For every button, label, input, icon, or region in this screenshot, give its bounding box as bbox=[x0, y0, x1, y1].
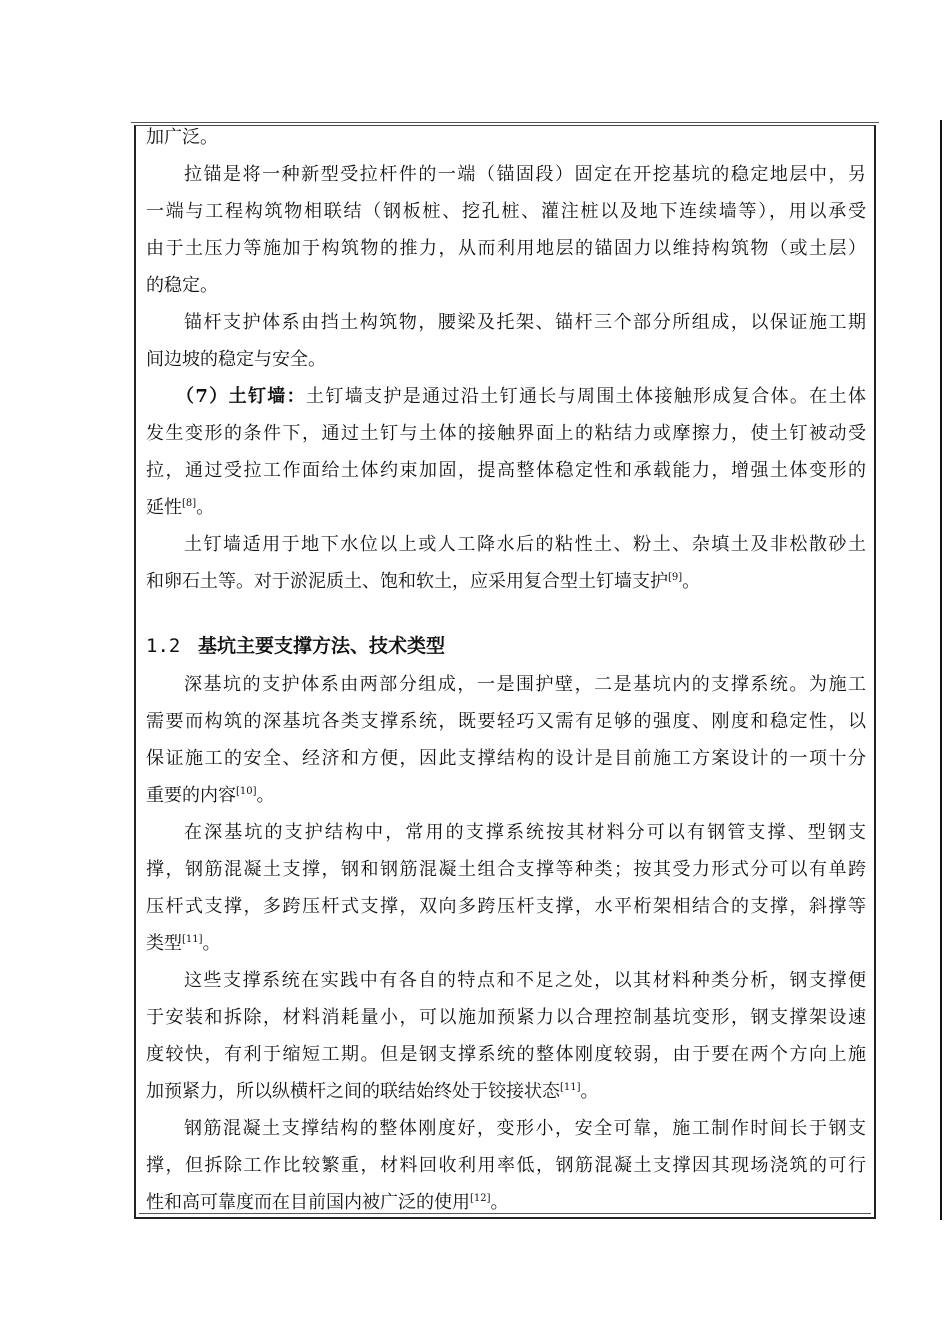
paragraph-line bbox=[176, 385, 866, 409]
paragraph-line bbox=[146, 784, 866, 808]
paragraph-text: 加预紧力，所以纵横杆之间的联结始终处于铰接状态 bbox=[146, 1081, 560, 1102]
paragraph-line: 间边坡的稳定与安全。 bbox=[146, 349, 326, 370]
item-label-soil-nail-wall: （7）土钉墙： bbox=[176, 386, 307, 407]
paragraph-line bbox=[146, 1191, 866, 1215]
paragraph-line: 发生变形的条件下，通过土钉与土体的接触界面上的粘结力或摩擦力，使土钉被动受 bbox=[146, 423, 866, 444]
section-number: 1.2 bbox=[146, 635, 181, 657]
citation-ref: [10] bbox=[236, 786, 257, 797]
paragraph-line: 撑，钢筋混凝土支撑，钢和钢筋混凝土组合支撑等种类；按其受力形式分可以有单跨 bbox=[146, 859, 866, 880]
paragraph-line bbox=[146, 932, 866, 956]
paragraph-line: 撑，但拆除工作比较繁重，材料回收利用率低，钢筋混凝土支撑因其现场浇筑的可行 bbox=[146, 1155, 866, 1176]
paragraph-text: 类型 bbox=[146, 933, 182, 954]
paragraph-line: 的稳定。 bbox=[146, 275, 218, 296]
page-edge-line bbox=[940, 120, 942, 1220]
citation-ref: [8] bbox=[182, 498, 197, 509]
paragraph-text: 和卵石土等。对于淤泥质土、饱和软土，应采用复合型土钉墙支护 bbox=[146, 571, 668, 592]
paragraph-text: 。 bbox=[202, 933, 221, 954]
paragraph-text: 。 bbox=[196, 497, 215, 518]
paragraph-line: 保证施工的安全、经济和方便，因此支撑结构的设计是目前施工方案设计的一项十分 bbox=[146, 748, 866, 769]
paragraph-line: 在深基坑的支护结构中，常用的支撑系统按其材料分可以有钢管支撑、型钢支 bbox=[184, 822, 866, 843]
paragraph-line: 土钉墙适用于地下水位以上或人工降水后的粘性土、粉土、杂填土及非松散砂土 bbox=[184, 534, 866, 555]
paragraph-line: 一端与工程构筑物相联结（钢板桩、挖孔桩、灌注桩以及地下连续墙等），用以承受 bbox=[146, 201, 866, 222]
paragraph-line: 深基坑的支护体系由两部分组成，一是围护壁，二是基坑内的支撑系统。为施工 bbox=[184, 674, 866, 695]
paragraph-line: 加广泛。 bbox=[146, 127, 218, 148]
paragraph-text: 性和高可靠度而在目前国内被广泛的使用 bbox=[146, 1192, 470, 1213]
citation-ref: [11] bbox=[560, 1082, 581, 1093]
paragraph-line: 这些支撑系统在实践中有各自的特点和不足之处，以其材料种类分析，钢支撑便 bbox=[184, 970, 866, 991]
paragraph-line bbox=[146, 570, 866, 594]
paragraph-line: 锚杆支护体系由挡土构筑物，腰梁及托架、锚杆三个部分所组成，以保证施工期 bbox=[184, 312, 866, 333]
paragraph-line bbox=[146, 1080, 866, 1104]
paragraph-text: 。 bbox=[682, 571, 701, 592]
paragraph-line: 拉，通过受拉工作面给土体约束加固，提高整体稳定性和承载能力，增强土体变形的 bbox=[146, 460, 866, 481]
paragraph-line: 拉锚是将一种新型受拉杆件的一端（锚固段）固定在开挖基坑的稳定地层中，另 bbox=[184, 164, 866, 185]
paragraph-text: 。 bbox=[490, 1192, 509, 1213]
paragraph-text: 土钉墙支护是通过沿土钉通长与周围土体接触形成复合体。在土体 bbox=[306, 386, 867, 407]
section-heading bbox=[146, 633, 445, 659]
paragraph-line: 由于土压力等施加于构筑物的推力，从而利用地层的锚固力以维持构筑物（或土层） bbox=[146, 238, 866, 259]
paragraph-text: 重要的内容 bbox=[146, 785, 236, 806]
section-title: 基坑主要支撑方法、技术类型 bbox=[198, 635, 446, 657]
paragraph-line: 钢筋混凝土支撑结构的整体刚度好，变形小，安全可靠，施工制作时间长于钢支 bbox=[184, 1118, 866, 1139]
document-frame bbox=[134, 125, 876, 1219]
paragraph-line bbox=[146, 496, 866, 520]
paragraph-text: 延性 bbox=[146, 497, 182, 518]
citation-ref: [9] bbox=[668, 572, 683, 583]
paragraph-line: 于安装和拆除，材料消耗量小，可以施加预紧力以合理控制基坑变形，钢支撑架设速 bbox=[146, 1007, 866, 1028]
paragraph-text: 。 bbox=[256, 785, 275, 806]
paragraph-text: 。 bbox=[580, 1081, 599, 1102]
citation-ref: [12] bbox=[470, 1193, 491, 1204]
paragraph-line: 需要而构筑的深基坑各类支撑系统，既要轻巧又需有足够的强度、刚度和稳定性，以 bbox=[146, 711, 866, 732]
paragraph-line: 度较快，有利于缩短工期。但是钢支撑系统的整体刚度较弱，由于要在两个方向上施 bbox=[146, 1044, 866, 1065]
paragraph-line: 压杆式支撑，多跨压杆式支撑，双向多跨压杆支撑，水平桁架相结合的支撑，斜撑等 bbox=[146, 896, 866, 917]
citation-ref: [11] bbox=[182, 934, 203, 945]
